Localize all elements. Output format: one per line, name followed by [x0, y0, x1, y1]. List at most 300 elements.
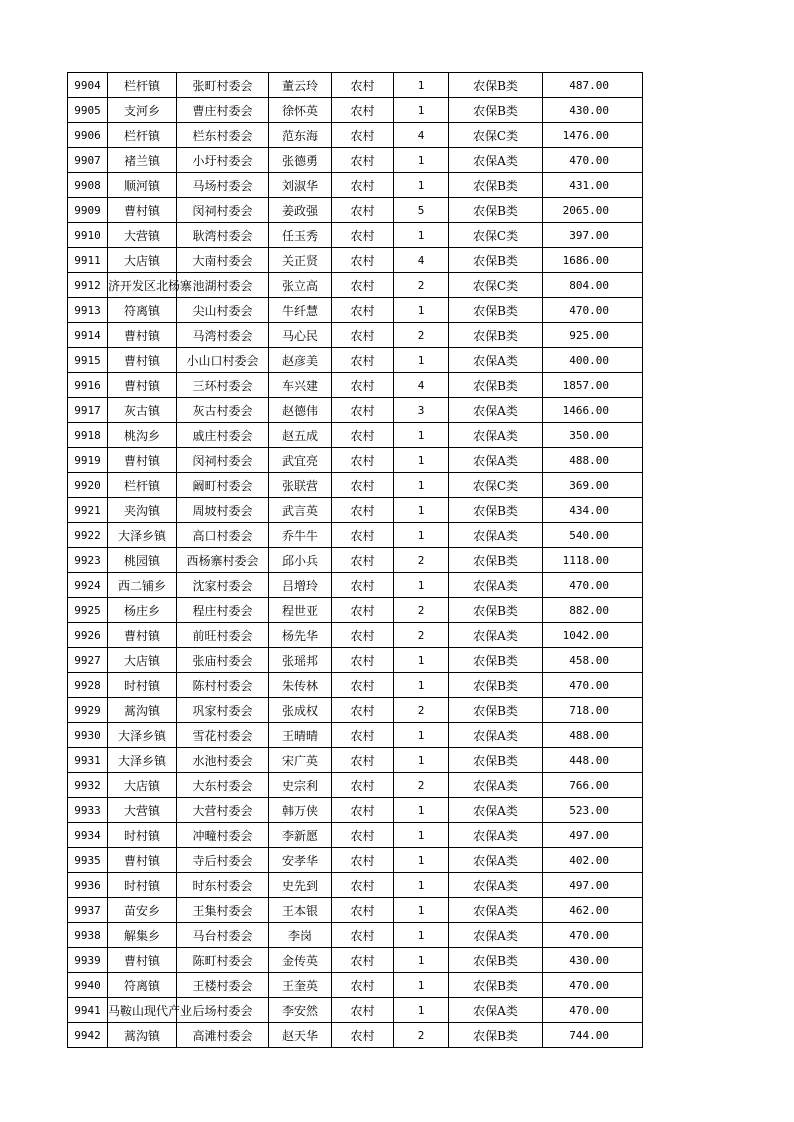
village-committee-cell: 张庙村委会: [177, 648, 269, 673]
table-row: [68, 648, 643, 673]
area-type-cell: 农村: [332, 348, 394, 373]
row-id-cell: 9905: [68, 98, 108, 123]
person-name-cell: 张成权: [269, 698, 332, 723]
area-type-cell: 农村: [332, 748, 394, 773]
insurance-category-cell: 农保A类: [449, 998, 543, 1023]
row-id-cell: 9908: [68, 173, 108, 198]
person-name-cell: 邱小兵: [269, 548, 332, 573]
row-id-cell: 9921: [68, 498, 108, 523]
household-count-cell: 2: [394, 548, 449, 573]
amount-cell: 1686.00: [543, 248, 643, 273]
table-row: [68, 923, 643, 948]
table-row: [68, 898, 643, 923]
village-committee-cell: 小山口村委会: [177, 348, 269, 373]
table-row: [68, 873, 643, 898]
amount-cell: 400.00: [543, 348, 643, 373]
person-name-cell: 王本银: [269, 898, 332, 923]
household-count-cell: 1: [394, 348, 449, 373]
household-count-cell: 1: [394, 173, 449, 198]
area-type-cell: 农村: [332, 148, 394, 173]
person-name-cell: 李岗: [269, 923, 332, 948]
household-count-cell: 1: [394, 848, 449, 873]
amount-cell: 718.00: [543, 698, 643, 723]
person-name-cell: 牛纤慧: [269, 298, 332, 323]
area-type-cell: 农村: [332, 273, 394, 298]
insurance-category-cell: 农保B类: [449, 373, 543, 398]
household-count-cell: 5: [394, 198, 449, 223]
row-id-cell: 9922: [68, 523, 108, 548]
village-committee-cell: 尖山村委会: [177, 298, 269, 323]
row-id-cell: 9937: [68, 898, 108, 923]
town-cell: 曹村镇: [108, 198, 177, 223]
amount-cell: 470.00: [543, 573, 643, 598]
household-count-cell: 2: [394, 623, 449, 648]
village-committee-cell: 三环村委会: [177, 373, 269, 398]
table-row: [68, 598, 643, 623]
town-cell: 马鞍山现代产业: [108, 998, 177, 1023]
area-type-cell: 农村: [332, 848, 394, 873]
person-name-cell: 史宗利: [269, 773, 332, 798]
village-committee-cell: 陈村村委会: [177, 673, 269, 698]
household-count-cell: 2: [394, 598, 449, 623]
insurance-category-cell: 农保C类: [449, 273, 543, 298]
insurance-category-cell: 农保B类: [449, 548, 543, 573]
area-type-cell: 农村: [332, 798, 394, 823]
row-id-cell: 9935: [68, 848, 108, 873]
amount-cell: 2065.00: [543, 198, 643, 223]
village-committee-cell: 巩家村委会: [177, 698, 269, 723]
insurance-category-cell: 农保B类: [449, 1023, 543, 1048]
town-cell: 时村镇: [108, 873, 177, 898]
insurance-category-cell: 农保A类: [449, 523, 543, 548]
village-committee-cell: 张町村委会: [177, 73, 269, 98]
table-row: [68, 548, 643, 573]
amount-cell: 350.00: [543, 423, 643, 448]
area-type-cell: 农村: [332, 323, 394, 348]
amount-cell: 1476.00: [543, 123, 643, 148]
village-committee-cell: 沈家村委会: [177, 573, 269, 598]
amount-cell: 448.00: [543, 748, 643, 773]
person-name-cell: 安孝华: [269, 848, 332, 873]
amount-cell: 434.00: [543, 498, 643, 523]
town-cell: 桃园镇: [108, 548, 177, 573]
household-count-cell: 1: [394, 748, 449, 773]
table-row: [68, 73, 643, 98]
insurance-category-cell: 农保B类: [449, 198, 543, 223]
insurance-category-cell: 农保A类: [449, 898, 543, 923]
village-committee-cell: 王集村委会: [177, 898, 269, 923]
insurance-category-cell: 农保A类: [449, 848, 543, 873]
area-type-cell: 农村: [332, 948, 394, 973]
row-id-cell: 9911: [68, 248, 108, 273]
person-name-cell: 任玉秀: [269, 223, 332, 248]
household-count-cell: 2: [394, 273, 449, 298]
area-type-cell: 农村: [332, 898, 394, 923]
area-type-cell: 农村: [332, 973, 394, 998]
household-count-cell: 1: [394, 898, 449, 923]
town-cell: 大店镇: [108, 773, 177, 798]
household-count-cell: 1: [394, 498, 449, 523]
table-row: [68, 373, 643, 398]
table-row: [68, 773, 643, 798]
village-committee-cell: 冲疃村委会: [177, 823, 269, 848]
row-id-cell: 9938: [68, 923, 108, 948]
village-committee-cell: 西杨寨村委会: [177, 548, 269, 573]
town-cell: 灰古镇: [108, 398, 177, 423]
town-cell: 曹村镇: [108, 948, 177, 973]
row-id-cell: 9927: [68, 648, 108, 673]
village-committee-cell: 后场村委会: [177, 998, 269, 1023]
area-type-cell: 农村: [332, 523, 394, 548]
amount-cell: 497.00: [543, 823, 643, 848]
amount-cell: 430.00: [543, 98, 643, 123]
row-id-cell: 9936: [68, 873, 108, 898]
household-count-cell: 2: [394, 1023, 449, 1048]
row-id-cell: 9934: [68, 823, 108, 848]
town-cell: 西二铺乡: [108, 573, 177, 598]
area-type-cell: 农村: [332, 98, 394, 123]
person-name-cell: 朱传林: [269, 673, 332, 698]
insurance-category-cell: 农保A类: [449, 148, 543, 173]
village-committee-cell: 闵祠村委会: [177, 448, 269, 473]
amount-cell: 1118.00: [543, 548, 643, 573]
table-row: [68, 473, 643, 498]
town-cell: 大泽乡镇: [108, 723, 177, 748]
table-row: [68, 573, 643, 598]
amount-cell: 458.00: [543, 648, 643, 673]
table-row: [68, 148, 643, 173]
row-id-cell: 9918: [68, 423, 108, 448]
town-cell: 蒿沟镇: [108, 1023, 177, 1048]
area-type-cell: 农村: [332, 998, 394, 1023]
village-committee-cell: 前旺村委会: [177, 623, 269, 648]
household-count-cell: 2: [394, 323, 449, 348]
town-cell: 支河乡: [108, 98, 177, 123]
person-name-cell: 姜政强: [269, 198, 332, 223]
village-committee-cell: 大营村委会: [177, 798, 269, 823]
person-name-cell: 宋广英: [269, 748, 332, 773]
town-cell: 桃沟乡: [108, 423, 177, 448]
household-count-cell: 4: [394, 123, 449, 148]
town-cell: 大营镇: [108, 223, 177, 248]
table-row: [68, 823, 643, 848]
row-id-cell: 9929: [68, 698, 108, 723]
household-count-cell: 1: [394, 523, 449, 548]
village-committee-cell: 高口村委会: [177, 523, 269, 548]
row-id-cell: 9923: [68, 548, 108, 573]
table-row: [68, 273, 643, 298]
amount-cell: 470.00: [543, 673, 643, 698]
table-row: [68, 723, 643, 748]
area-type-cell: 农村: [332, 723, 394, 748]
area-type-cell: 农村: [332, 573, 394, 598]
table-row: [68, 948, 643, 973]
row-id-cell: 9915: [68, 348, 108, 373]
village-committee-cell: 水池村委会: [177, 748, 269, 773]
person-name-cell: 王奎英: [269, 973, 332, 998]
amount-cell: 540.00: [543, 523, 643, 548]
amount-cell: 470.00: [543, 923, 643, 948]
village-committee-cell: 栏东村委会: [177, 123, 269, 148]
town-cell: 大店镇: [108, 648, 177, 673]
village-committee-cell: 马湾村委会: [177, 323, 269, 348]
town-cell: 夹沟镇: [108, 498, 177, 523]
amount-cell: 431.00: [543, 173, 643, 198]
household-count-cell: 1: [394, 873, 449, 898]
town-cell: 曹村镇: [108, 348, 177, 373]
table-row: [68, 323, 643, 348]
table-row: [68, 98, 643, 123]
insurance-category-cell: 农保B类: [449, 73, 543, 98]
person-name-cell: 张立高: [269, 273, 332, 298]
insurance-category-cell: 农保C类: [449, 223, 543, 248]
household-count-cell: 1: [394, 473, 449, 498]
table-row: [68, 673, 643, 698]
row-id-cell: 9909: [68, 198, 108, 223]
insurance-category-cell: 农保C类: [449, 473, 543, 498]
town-cell: 大店镇: [108, 248, 177, 273]
household-count-cell: 1: [394, 423, 449, 448]
household-count-cell: 1: [394, 298, 449, 323]
row-id-cell: 9904: [68, 73, 108, 98]
table-row: [68, 123, 643, 148]
person-name-cell: 武宜亮: [269, 448, 332, 473]
amount-cell: 523.00: [543, 798, 643, 823]
person-name-cell: 赵德伟: [269, 398, 332, 423]
village-committee-cell: 王楼村委会: [177, 973, 269, 998]
amount-cell: 470.00: [543, 148, 643, 173]
area-type-cell: 农村: [332, 548, 394, 573]
household-count-cell: 1: [394, 448, 449, 473]
table-row: [68, 198, 643, 223]
village-committee-cell: 闵祠村委会: [177, 198, 269, 223]
amount-cell: 470.00: [543, 298, 643, 323]
person-name-cell: 王晴晴: [269, 723, 332, 748]
village-committee-cell: 寺后村委会: [177, 848, 269, 873]
row-id-cell: 9906: [68, 123, 108, 148]
village-committee-cell: 周坡村委会: [177, 498, 269, 523]
row-id-cell: 9917: [68, 398, 108, 423]
amount-cell: 744.00: [543, 1023, 643, 1048]
amount-cell: 430.00: [543, 948, 643, 973]
table-row: [68, 498, 643, 523]
household-count-cell: 1: [394, 73, 449, 98]
town-cell: 曹村镇: [108, 323, 177, 348]
area-type-cell: 农村: [332, 473, 394, 498]
person-name-cell: 范东海: [269, 123, 332, 148]
area-type-cell: 农村: [332, 398, 394, 423]
household-count-cell: 1: [394, 998, 449, 1023]
amount-cell: 766.00: [543, 773, 643, 798]
insurance-category-cell: 农保B类: [449, 98, 543, 123]
row-id-cell: 9932: [68, 773, 108, 798]
amount-cell: 804.00: [543, 273, 643, 298]
person-name-cell: 张德勇: [269, 148, 332, 173]
row-id-cell: 9942: [68, 1023, 108, 1048]
table-row: [68, 973, 643, 998]
insurance-category-cell: 农保A类: [449, 448, 543, 473]
table-row: [68, 748, 643, 773]
table-row: [68, 448, 643, 473]
row-id-cell: 9939: [68, 948, 108, 973]
insurance-category-cell: 农保A类: [449, 823, 543, 848]
area-type-cell: 农村: [332, 198, 394, 223]
table-row: [68, 798, 643, 823]
records-table: [67, 72, 643, 1048]
area-type-cell: 农村: [332, 498, 394, 523]
row-id-cell: 9925: [68, 598, 108, 623]
insurance-category-cell: 农保A类: [449, 623, 543, 648]
row-id-cell: 9926: [68, 623, 108, 648]
insurance-category-cell: 农保B类: [449, 323, 543, 348]
amount-cell: 487.00: [543, 73, 643, 98]
town-cell: 符离镇: [108, 298, 177, 323]
insurance-category-cell: 农保A类: [449, 923, 543, 948]
amount-cell: 882.00: [543, 598, 643, 623]
area-type-cell: 农村: [332, 173, 394, 198]
area-type-cell: 农村: [332, 773, 394, 798]
village-committee-cell: 雪花村委会: [177, 723, 269, 748]
insurance-category-cell: 农保A类: [449, 798, 543, 823]
amount-cell: 1466.00: [543, 398, 643, 423]
household-count-cell: 1: [394, 923, 449, 948]
town-cell: 曹村镇: [108, 623, 177, 648]
town-cell: 栏杆镇: [108, 73, 177, 98]
person-name-cell: 董云玲: [269, 73, 332, 98]
person-name-cell: 关正贤: [269, 248, 332, 273]
area-type-cell: 农村: [332, 448, 394, 473]
person-name-cell: 马心民: [269, 323, 332, 348]
household-count-cell: 1: [394, 973, 449, 998]
table-row: [68, 173, 643, 198]
table-row: [68, 848, 643, 873]
area-type-cell: 农村: [332, 223, 394, 248]
table-row: [68, 423, 643, 448]
household-count-cell: 1: [394, 948, 449, 973]
insurance-category-cell: 农保B类: [449, 948, 543, 973]
row-id-cell: 9933: [68, 798, 108, 823]
village-committee-cell: 灰古村委会: [177, 398, 269, 423]
row-id-cell: 9930: [68, 723, 108, 748]
household-count-cell: 2: [394, 773, 449, 798]
table-row: [68, 1023, 643, 1048]
table-row: [68, 998, 643, 1023]
person-name-cell: 史先到: [269, 873, 332, 898]
insurance-category-cell: 农保A类: [449, 573, 543, 598]
row-id-cell: 9910: [68, 223, 108, 248]
area-type-cell: 农村: [332, 873, 394, 898]
town-cell: 曹村镇: [108, 448, 177, 473]
area-type-cell: 农村: [332, 698, 394, 723]
amount-cell: 925.00: [543, 323, 643, 348]
town-cell: 时村镇: [108, 673, 177, 698]
insurance-category-cell: 农保B类: [449, 598, 543, 623]
amount-cell: 497.00: [543, 873, 643, 898]
row-id-cell: 9919: [68, 448, 108, 473]
household-count-cell: 1: [394, 823, 449, 848]
row-id-cell: 9913: [68, 298, 108, 323]
table-row: [68, 248, 643, 273]
household-count-cell: 1: [394, 223, 449, 248]
area-type-cell: 农村: [332, 1023, 394, 1048]
person-name-cell: 武言英: [269, 498, 332, 523]
area-type-cell: 农村: [332, 648, 394, 673]
row-id-cell: 9940: [68, 973, 108, 998]
person-name-cell: 李新愿: [269, 823, 332, 848]
village-committee-cell: 时东村委会: [177, 873, 269, 898]
amount-cell: 488.00: [543, 723, 643, 748]
household-count-cell: 1: [394, 98, 449, 123]
person-name-cell: 张瑶邦: [269, 648, 332, 673]
insurance-category-cell: 农保A类: [449, 398, 543, 423]
row-id-cell: 9907: [68, 148, 108, 173]
insurance-category-cell: 农保B类: [449, 673, 543, 698]
table-row: [68, 523, 643, 548]
town-cell: 大营镇: [108, 798, 177, 823]
town-cell: 大泽乡镇: [108, 748, 177, 773]
person-name-cell: 韩万侠: [269, 798, 332, 823]
area-type-cell: 农村: [332, 673, 394, 698]
amount-cell: 470.00: [543, 973, 643, 998]
insurance-category-cell: 农保C类: [449, 123, 543, 148]
village-committee-cell: 耿湾村委会: [177, 223, 269, 248]
insurance-category-cell: 农保A类: [449, 423, 543, 448]
insurance-category-cell: 农保B类: [449, 698, 543, 723]
amount-cell: 1857.00: [543, 373, 643, 398]
records-table-body: [68, 73, 643, 1048]
table-row: [68, 398, 643, 423]
town-cell: 解集乡: [108, 923, 177, 948]
town-cell: 大泽乡镇: [108, 523, 177, 548]
table-row: [68, 348, 643, 373]
row-id-cell: 9916: [68, 373, 108, 398]
person-name-cell: 赵彦美: [269, 348, 332, 373]
household-count-cell: 1: [394, 723, 449, 748]
row-id-cell: 9941: [68, 998, 108, 1023]
person-name-cell: 车兴建: [269, 373, 332, 398]
area-type-cell: 农村: [332, 123, 394, 148]
table-row: [68, 623, 643, 648]
amount-cell: 402.00: [543, 848, 643, 873]
area-type-cell: 农村: [332, 423, 394, 448]
household-count-cell: 1: [394, 673, 449, 698]
town-cell: 栏杆镇: [108, 473, 177, 498]
person-name-cell: 徐怀英: [269, 98, 332, 123]
area-type-cell: 农村: [332, 248, 394, 273]
village-committee-cell: 程庄村委会: [177, 598, 269, 623]
person-name-cell: 吕增玲: [269, 573, 332, 598]
village-committee-cell: 大东村委会: [177, 773, 269, 798]
town-cell: 济开发区北杨寨: [108, 273, 177, 298]
person-name-cell: 赵五成: [269, 423, 332, 448]
area-type-cell: 农村: [332, 73, 394, 98]
household-count-cell: 4: [394, 373, 449, 398]
household-count-cell: 1: [394, 148, 449, 173]
person-name-cell: 刘淑华: [269, 173, 332, 198]
household-count-cell: 4: [394, 248, 449, 273]
insurance-category-cell: 农保B类: [449, 173, 543, 198]
insurance-category-cell: 农保B类: [449, 973, 543, 998]
insurance-category-cell: 农保A类: [449, 723, 543, 748]
household-count-cell: 1: [394, 648, 449, 673]
person-name-cell: 李安然: [269, 998, 332, 1023]
village-committee-cell: 曹庄村委会: [177, 98, 269, 123]
row-id-cell: 9931: [68, 748, 108, 773]
row-id-cell: 9914: [68, 323, 108, 348]
amount-cell: 488.00: [543, 448, 643, 473]
town-cell: 顺河镇: [108, 173, 177, 198]
insurance-category-cell: 农保B类: [449, 648, 543, 673]
